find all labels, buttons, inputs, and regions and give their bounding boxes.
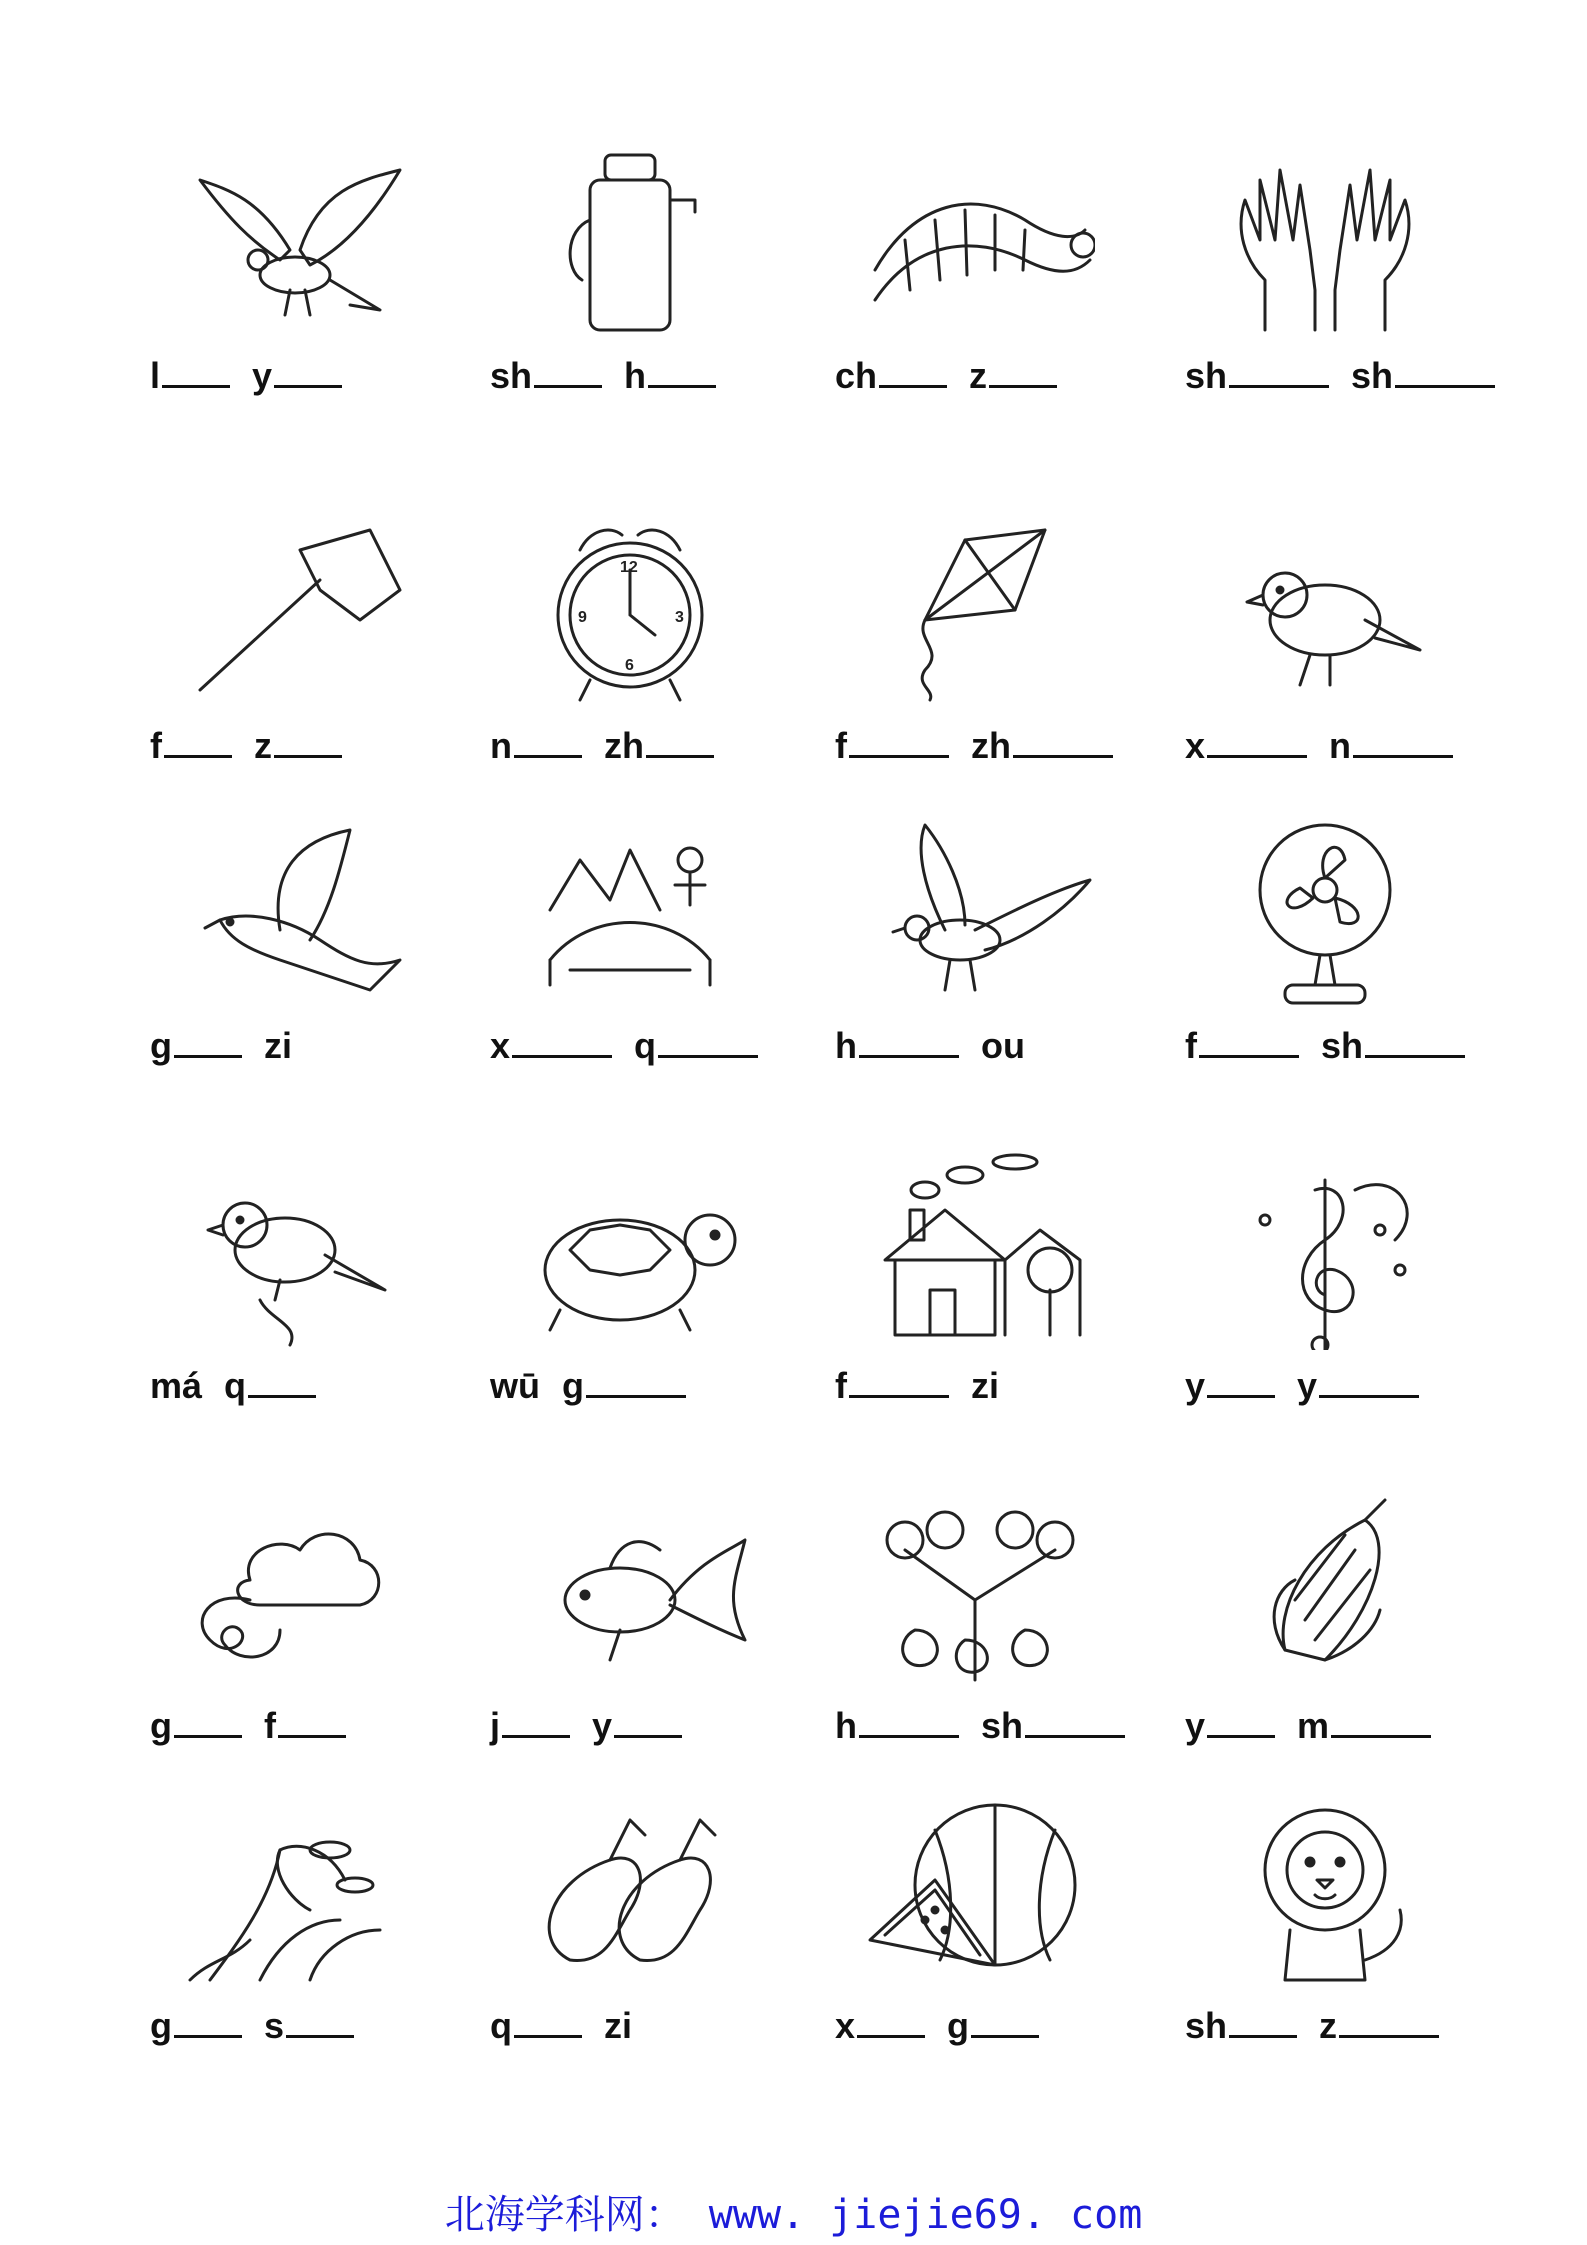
pinyin-answer-line (150, 2005, 470, 2049)
fill-in-blank[interactable] (502, 1705, 570, 1738)
pinyin-segment (1351, 355, 1495, 397)
fill-in-blank[interactable] (1229, 355, 1329, 388)
pinyin-segment (969, 355, 1057, 397)
fill-in-blank[interactable] (857, 2005, 925, 2038)
pinyin-initial: ch (835, 355, 878, 396)
pinyin-answer-line (150, 1705, 470, 1749)
goldfish-icon (510, 1490, 750, 1690)
pinyin-initial: z (1319, 2005, 1338, 2046)
pinyin-segment (264, 1025, 292, 1067)
pinyin-initial: f (1185, 1025, 1197, 1066)
pinyin-segment (490, 2005, 582, 2047)
svg-text:3: 3 (675, 609, 684, 626)
pinyin-initial: q (634, 1025, 657, 1066)
pinyin-initial: x (835, 2005, 856, 2046)
pinyin-answer-line (490, 2005, 810, 2049)
pinyin-answer-line (835, 1705, 1155, 1749)
pinyin-segment (634, 1025, 758, 1067)
kite-icon (855, 510, 1095, 710)
thermos-icon (510, 140, 750, 340)
fill-in-blank[interactable] (1207, 1705, 1275, 1738)
pinyin-answer-line (490, 355, 810, 399)
pinyin-segment (254, 725, 342, 767)
pinyin-segment (150, 355, 230, 397)
pinyin-answer-line (1185, 725, 1505, 769)
fill-in-blank[interactable] (1199, 1025, 1299, 1058)
pinyin-initial: h (624, 355, 647, 396)
fill-in-blank[interactable] (646, 725, 714, 758)
pinyin-initial: sh (1321, 1025, 1364, 1066)
pinyin-initial: sh (1351, 355, 1394, 396)
pinyin-initial: j (490, 1705, 501, 1746)
fill-in-blank[interactable] (859, 1705, 959, 1738)
fill-in-blank[interactable] (1331, 1705, 1431, 1738)
fill-in-blank[interactable] (514, 2005, 582, 2038)
pinyin-answer-line (490, 1365, 810, 1409)
fill-in-blank[interactable] (849, 725, 949, 758)
fill-in-blank[interactable] (1353, 725, 1453, 758)
pinyin-answer-line (1185, 1025, 1505, 1069)
bridge-landscape-icon (510, 810, 750, 1010)
fill-in-blank[interactable] (1365, 1025, 1465, 1058)
pinyin-segment (981, 1025, 1025, 1067)
fill-in-blank[interactable] (1013, 725, 1113, 758)
pinyin-initial: h (835, 1025, 857, 1066)
corn-icon (1205, 1490, 1445, 1690)
fill-in-blank[interactable] (162, 355, 230, 388)
fill-in-blank[interactable] (512, 1025, 612, 1058)
pinyin-segment (1319, 2005, 1439, 2047)
fill-in-blank[interactable] (274, 725, 342, 758)
songbird-icon (170, 1150, 410, 1350)
pinyin-initial: y (592, 1705, 613, 1746)
turtle-icon (510, 1150, 750, 1350)
pinyin-segment (150, 1025, 242, 1067)
pinyin-segment (1185, 1365, 1275, 1407)
pinyin-initial: wū (490, 1365, 540, 1406)
lion-icon (1205, 1790, 1445, 1990)
pinyin-segment (1329, 725, 1453, 767)
pinyin-segment (835, 1705, 959, 1747)
pinyin-segment (835, 725, 949, 767)
fill-in-blank[interactable] (1025, 1705, 1125, 1738)
pinyin-segment (1297, 1365, 1419, 1407)
pinyin-segment (150, 1705, 242, 1747)
fill-in-blank[interactable] (1339, 2005, 1439, 2038)
pinyin-segment (1185, 725, 1307, 767)
pinyin-segment (150, 2005, 242, 2047)
seagull-icon (855, 810, 1095, 1010)
pinyin-initial: y (252, 355, 273, 396)
pinyin-segment (490, 725, 582, 767)
pinyin-initial: sh (1185, 355, 1228, 396)
pinyin-segment (490, 1705, 570, 1747)
fill-in-blank[interactable] (1229, 2005, 1297, 2038)
hands-icon (1205, 140, 1445, 340)
pinyin-initial: zi (971, 1365, 1000, 1406)
pinyin-answer-line (1185, 1365, 1505, 1409)
pinyin-initial: y (1185, 1705, 1206, 1746)
fill-in-blank[interactable] (286, 2005, 354, 2038)
pinyin-answer-line (150, 1365, 470, 1409)
pinyin-segment (1297, 1705, 1431, 1747)
svg-text:12: 12 (620, 559, 638, 576)
pinyin-initial: q (490, 2005, 512, 2046)
pinyin-initial: m (1297, 1705, 1330, 1746)
house-icon (855, 1150, 1095, 1350)
pinyin-segment (604, 2005, 632, 2047)
pinyin-initial: ou (981, 1025, 1025, 1066)
pinyin-initial: x (1185, 725, 1206, 766)
fill-in-blank[interactable] (274, 355, 342, 388)
peanut-plant-icon (855, 1490, 1095, 1690)
pinyin-segment (490, 355, 602, 397)
pinyin-initial: y (1297, 1365, 1318, 1406)
pinyin-initial: h (835, 1705, 857, 1746)
svg-text:9: 9 (578, 609, 587, 626)
pinyin-answer-line (835, 355, 1155, 399)
eagle-icon (170, 140, 410, 340)
fill-in-blank[interactable] (514, 725, 582, 758)
pinyin-segment (1185, 1025, 1299, 1067)
pinyin-initial: f (835, 1365, 847, 1406)
pinyin-segment (1185, 1705, 1275, 1747)
pinyin-answer-line (150, 1025, 470, 1069)
watermelon-icon (855, 1790, 1095, 1990)
pinyin-segment (592, 1705, 682, 1747)
pinyin-initial: n (490, 725, 512, 766)
pinyin-segment (264, 2005, 354, 2047)
pinyin-initial: n (1329, 725, 1352, 766)
electric-fan-icon (1205, 810, 1445, 1010)
sparrow-icon (1205, 510, 1445, 710)
pinyin-segment (971, 725, 1113, 767)
fill-in-blank[interactable] (1207, 725, 1307, 758)
cloud-wind-icon (170, 1490, 410, 1690)
pinyin-answer-line (835, 1025, 1155, 1069)
axe-icon (170, 510, 410, 710)
fill-in-blank[interactable] (534, 355, 602, 388)
pinyin-initial: zh (971, 725, 1011, 766)
fill-in-blank[interactable] (658, 1025, 758, 1058)
pinyin-initial: z (254, 725, 272, 766)
dove-icon (170, 810, 410, 1010)
pinyin-initial: g (150, 1025, 172, 1066)
pinyin-answer-line (490, 1705, 810, 1749)
pinyin-segment (604, 725, 714, 767)
pinyin-segment (835, 355, 947, 397)
fill-in-blank[interactable] (648, 355, 716, 388)
pinyin-segment (562, 1365, 686, 1407)
fill-in-blank[interactable] (989, 355, 1057, 388)
pinyin-answer-line (835, 725, 1155, 769)
pinyin-initial: q (224, 1365, 247, 1406)
pinyin-initial: sh (981, 1705, 1024, 1746)
pinyin-initial: z (969, 355, 988, 396)
pinyin-initial: g (947, 2005, 970, 2046)
pinyin-initial: f (264, 1705, 276, 1746)
fill-in-blank[interactable] (859, 1025, 959, 1058)
music-note-icon (1205, 1150, 1445, 1350)
fill-in-blank[interactable] (174, 2005, 242, 2038)
fill-in-blank[interactable] (849, 1365, 949, 1398)
pinyin-initial: f (150, 725, 162, 766)
pinyin-segment (835, 2005, 925, 2047)
pinyin-segment (1321, 1025, 1465, 1067)
fill-in-blank[interactable] (278, 1705, 346, 1738)
svg-text:6: 6 (625, 657, 634, 674)
pinyin-answer-line (150, 725, 470, 769)
pinyin-answer-line (490, 1025, 810, 1069)
pinyin-initial: zi (604, 2005, 633, 2046)
fill-in-blank[interactable] (614, 1705, 682, 1738)
pinyin-initial: g (150, 2005, 172, 2046)
pinyin-initial: sh (1185, 2005, 1228, 2046)
pinyin-answer-line (835, 1365, 1155, 1409)
fill-in-blank[interactable] (1395, 355, 1495, 388)
fill-in-blank[interactable] (174, 1025, 242, 1058)
footer-website[interactable]: 北海学科网： www. jiejie69. com (444, 2192, 1143, 2238)
pinyin-initial: y (1185, 1365, 1206, 1406)
pinyin-initial: l (150, 355, 161, 396)
pinyin-answer-line (1185, 355, 1505, 399)
pinyin-segment (835, 1025, 959, 1067)
pinyin-answer-line (490, 725, 810, 769)
pinyin-segment (981, 1705, 1125, 1747)
pinyin-segment (835, 1365, 949, 1407)
pinyin-segment (971, 1365, 999, 1407)
pinyin-segment (947, 2005, 1039, 2047)
pinyin-initial: má (150, 1365, 203, 1406)
pinyin-segment (252, 355, 342, 397)
fill-in-blank[interactable] (1319, 1365, 1419, 1398)
pinyin-segment (150, 725, 232, 767)
pinyin-answer-line (150, 355, 470, 399)
pinyin-initial: zh (604, 725, 644, 766)
pinyin-answer-line (1185, 2005, 1505, 2049)
pinyin-segment (224, 1365, 316, 1407)
fill-in-blank[interactable] (586, 1365, 686, 1398)
pinyin-initial: s (264, 2005, 285, 2046)
pinyin-segment (624, 355, 716, 397)
pinyin-initial: zi (264, 1025, 293, 1066)
eggplant-icon (510, 1790, 750, 1990)
pinyin-segment (1185, 2005, 1297, 2047)
pinyin-initial: f (835, 725, 847, 766)
fill-in-blank[interactable] (971, 2005, 1039, 2038)
fill-in-blank[interactable] (174, 1705, 242, 1738)
pinyin-segment (490, 1365, 540, 1407)
pinyin-answer-line (1185, 1705, 1505, 1749)
rice-plant-icon (170, 1790, 410, 1990)
fill-in-blank[interactable] (1207, 1365, 1275, 1398)
pinyin-segment (150, 1365, 202, 1407)
caterpillar-icon (855, 140, 1095, 340)
fill-in-blank[interactable] (164, 725, 232, 758)
pinyin-initial: x (490, 1025, 511, 1066)
pinyin-initial: sh (490, 355, 533, 396)
fill-in-blank[interactable] (248, 1365, 316, 1398)
fill-in-blank[interactable] (879, 355, 947, 388)
pinyin-answer-line (835, 2005, 1155, 2049)
pinyin-segment (264, 1705, 346, 1747)
pinyin-segment (1185, 355, 1329, 397)
pinyin-segment (490, 1025, 612, 1067)
pinyin-initial: g (562, 1365, 584, 1406)
pinyin-initial: g (150, 1705, 172, 1746)
alarm-clock-icon (510, 510, 750, 710)
